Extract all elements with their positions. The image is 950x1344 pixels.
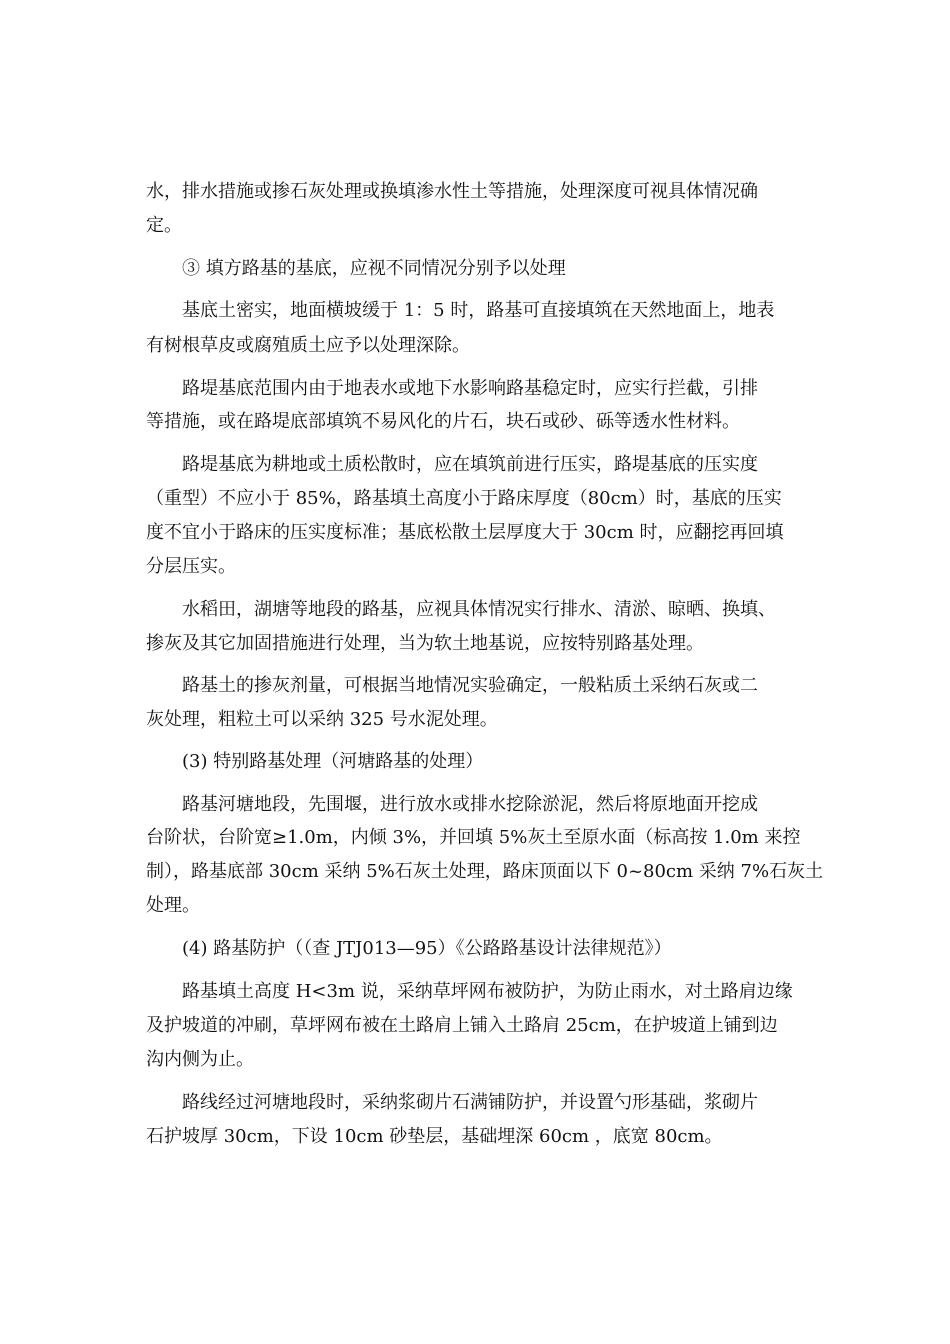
text-line: 石护坡厚 30cm，下设 10cm 砂垫层，基础埋深 60cm ，底宽 80cm。 xyxy=(146,1126,723,1147)
section-heading: (4) 路基防护（（查 JTJ013—95）《公路路基设计法律规范》） xyxy=(182,938,672,959)
text-line: 沟内侧为止。 xyxy=(146,1049,254,1070)
text-line: 掺灰及其它加固措施进行处理，当为软土地基说，应按特别路基处理。 xyxy=(146,633,704,654)
text-line: 处理。 xyxy=(146,895,200,916)
list-heading: ③ 填方路基的基底，应视不同情况分别予以处理 xyxy=(182,258,566,279)
text-line: （重型）不应小于 85%，路基填土高度小于路床厚度（80cm）时，基底的压实 xyxy=(146,488,782,509)
text-line: 分层压实。 xyxy=(146,556,236,577)
text-line: 路线经过河塘地段时，采纳浆砌片石满铺防护，并设置勺形基础，浆砌片 xyxy=(182,1092,758,1113)
text-line: 路基土的掺灰剂量，可根据当地情况实验确定，一般粘质土采纳石灰或二 xyxy=(182,675,758,696)
text-line: 及护坡道的冲刷，草坪网布被在土路肩上铺入土路肩 25cm，在护坡道上铺到边 xyxy=(146,1015,778,1036)
text-line: 台阶状，台阶宽≥1.0m，内倾 3%，并回填 5%灰土至原水面（标高按 1.0m 来控 xyxy=(146,827,801,848)
text-line: 制），路基底部 30cm 采纳 5%石灰土处理，路床顶面以下 0~80cm 采纳 7%石灰土 xyxy=(146,861,824,882)
text-line: 等措施，或在路堤底部填筑不易风化的片石，块石或砂、砾等透水性材料。 xyxy=(146,411,740,432)
text-line: 有树根草皮或腐殖质土应予以处理深除。 xyxy=(146,335,470,356)
text-line: 水，排水措施或掺石灰处理或换填渗水性土等措施，处理深度可视具体情况确 xyxy=(146,181,758,202)
text-line: 路堤基底为耕地或土质松散时，应在填筑前进行压实，路堤基底的压实度 xyxy=(182,454,758,475)
section-heading: (3) 特别路基处理（河塘路基的处理） xyxy=(182,751,484,772)
text-line: 路基填土高度 H<3m 说，采纳草坪网布被防护，为防止雨水，对土路肩边缘 xyxy=(182,981,793,1002)
text-line: 路堤基底范围内由于地表水或地下水影响路基稳定时，应实行拦截，引排 xyxy=(182,378,758,399)
text-line: 基底土密实，地面横坡缓于 1：5 时，路基可直接填筑在天然地面上，地表 xyxy=(182,300,775,321)
text-line: 定。 xyxy=(146,215,182,236)
text-line: 度不宜小于路床的压实度标准；基底松散土层厚度大于 30cm 时，应翻挖再回填 xyxy=(146,522,784,543)
text-line: 灰处理，粗粒土可以采纳 325 号水泥处理。 xyxy=(146,709,498,730)
text-line: 水稻田，湖塘等地段的路基，应视具体情况实行排水、清淤、晾晒、换填、 xyxy=(182,599,776,620)
text-line: 路基河塘地段，先围堰，进行放水或排水挖除淤泥，然后将原地面开挖成 xyxy=(182,794,758,815)
